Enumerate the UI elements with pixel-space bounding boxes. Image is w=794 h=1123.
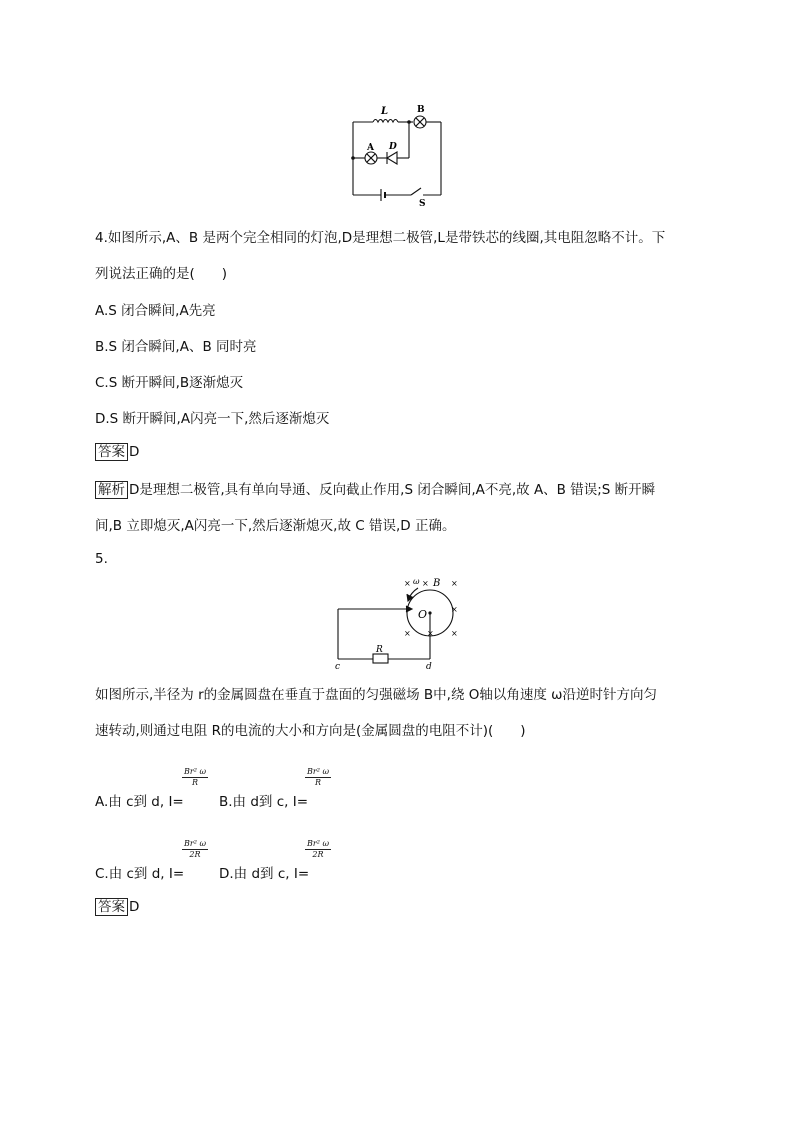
q4-label-B: B (417, 105, 425, 115)
q4-answer-value: D (129, 444, 140, 460)
q4-circuit-diagram (345, 100, 445, 208)
q5-cross: × (427, 629, 434, 638)
q5-option-c-fraction (182, 838, 208, 860)
q5-option-a: A.由 c到 d, I= (95, 794, 184, 810)
q5-option-b-den: R (314, 778, 321, 787)
q5-disk-diagram (330, 572, 470, 670)
q4-answer-label: 答案 (95, 443, 128, 461)
q4-analysis-label: 解析 (95, 481, 128, 499)
q5-cross: × (451, 579, 458, 588)
q5-option-d: D.由 d到 c, I= (219, 866, 310, 882)
q5-answer-value: D (129, 899, 140, 915)
q4-option-c: C.S 断开瞬间,B逐渐熄灭 (95, 375, 244, 391)
q5-option-c: C.由 c到 d, I= (95, 866, 185, 882)
q5-option-b: B.由 d到 c, I= (219, 794, 309, 810)
q5-option-a-num: Br² ω (184, 767, 206, 776)
q4-option-a: A.S 闭合瞬间,A先亮 (95, 303, 216, 319)
q5-number: 5. (95, 551, 108, 567)
q4-answer (95, 443, 139, 461)
q5-answer-label: 答案 (95, 898, 128, 916)
q5-option-a-den: R (191, 778, 198, 787)
q4-analysis-line1 (95, 478, 655, 499)
q4-label-L: L (381, 106, 389, 117)
q4-label-A: A (367, 143, 374, 153)
q5-label-omega: ω (413, 577, 420, 586)
q5-option-a-fraction (182, 766, 208, 788)
q5-option-d-num: Br² ω (307, 839, 329, 848)
q5-option-b-num: Br² ω (307, 767, 329, 776)
q5-label-c: c (335, 662, 341, 670)
q5-cross: × (404, 579, 411, 588)
q4-option-d: D.S 断开瞬间,A闪亮一下,然后逐渐熄灭 (95, 411, 330, 427)
q4-label-D: D (389, 142, 397, 152)
q5-option-b-fraction (305, 766, 331, 788)
q5-label-d: d (426, 662, 432, 670)
q5-cross: × (451, 605, 458, 614)
q5-stem-line1: 如图所示,半径为 r的金属圆盘在垂直于盘面的匀强磁场 B中,绕 O轴以角速度 ω沿逆时针方向匀 (95, 687, 657, 703)
q4-analysis-line2: 间,B 立即熄灭,A闪亮一下,然后逐渐熄灭,故 C 错误,D 正确。 (95, 518, 456, 534)
q5-label-O: O (418, 608, 428, 621)
q5-label-B: B (433, 578, 441, 589)
q5-option-c-num: Br² ω (184, 839, 206, 848)
q5-cross: × (451, 629, 458, 638)
q5-cross: × (404, 629, 411, 638)
q5-stem-line2: 速转动,则通过电阻 R的电流的大小和方向是(金属圆盘的电阻不计)( ) (95, 723, 526, 739)
q4-stem-line2: 列说法正确的是( ) (95, 266, 228, 282)
q5-option-c-den: 2R (189, 850, 201, 859)
q4-option-b: B.S 闭合瞬间,A、B 同时亮 (95, 339, 257, 355)
q4-label-S: S (419, 199, 426, 208)
q5-label-R: R (376, 645, 383, 655)
q4-stem-line1: 4.如图所示,A、B 是两个完全相同的灯泡,D是理想二极管,L是带铁芯的线圈,其电阻忽略不计。下 (95, 230, 666, 246)
q5-option-d-fraction (305, 838, 331, 860)
q5-option-d-den: 2R (312, 850, 324, 859)
q5-cross: × (422, 579, 429, 588)
q4-analysis-text1: D是理想二极管,具有单向导通、反向截止作用,S 闭合瞬间,A不亮,故 A、B 错误;S 断开瞬 (129, 482, 656, 498)
q5-answer (95, 898, 139, 916)
